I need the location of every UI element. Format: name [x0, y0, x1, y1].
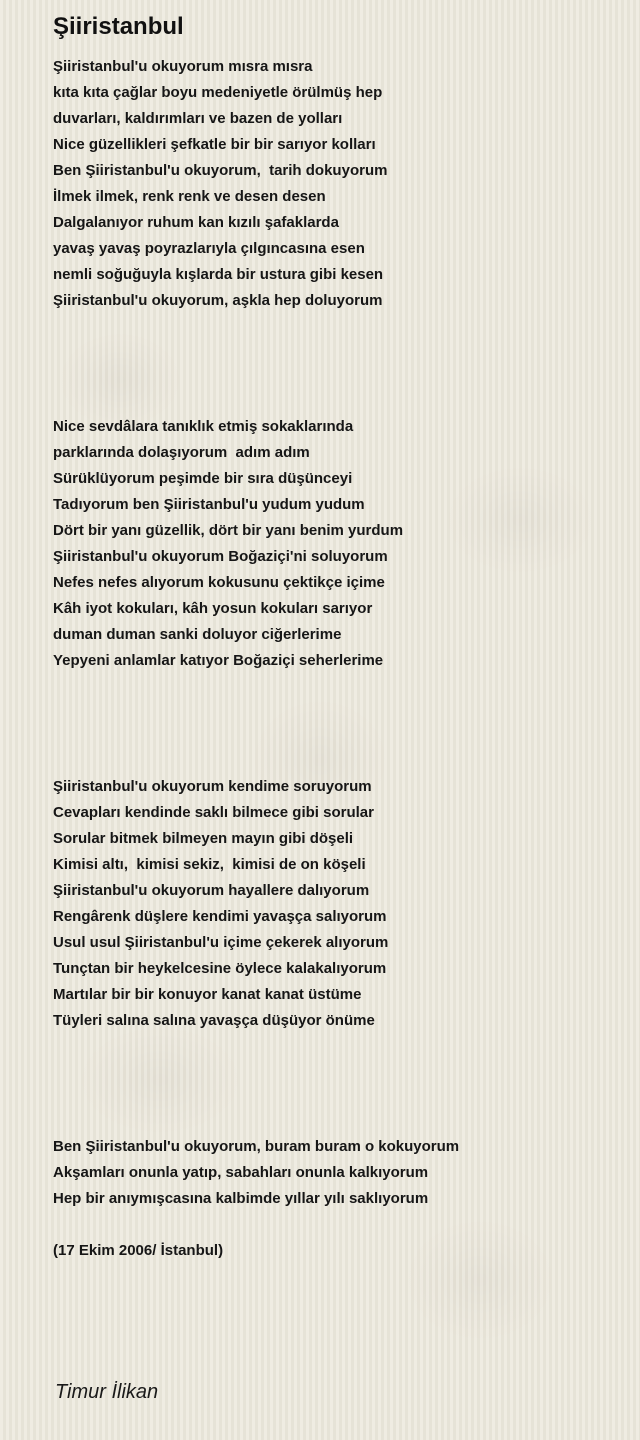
poem-line: Sürüklüyorum peşimde bir sıra düşünceyi — [53, 470, 353, 487]
poem-line: yavaş yavaş poyrazlarıyla çılgıncasına esen — [53, 240, 365, 257]
poem-line: nemli soğuğuyla kışlarda bir ustura gibi kesen — [53, 266, 384, 283]
poem-line: Akşamları onunla yatıp, sabahları onunla kalkıyorum — [53, 1164, 429, 1181]
poem-line: Rengârenk düşlere kendimi yavaşça salıyorum — [53, 908, 387, 925]
stanza-3 — [53, 774, 388, 1034]
poem-line: parklarında dolaşıyorum adım adım — [53, 444, 310, 461]
poem-line: İlmek ilmek, renk renk ve desen desen — [53, 188, 326, 205]
poem-title: Şiiristanbul — [53, 13, 184, 40]
poem-date-block — [53, 1238, 223, 1264]
poem-line: Dört bir yanı güzellik, dört bir yanı benim yurdum — [53, 522, 404, 539]
poem-date-line: (17 Ekim 2006/ İstanbul) — [53, 1242, 224, 1259]
poem-line: Şiiristanbul'u okuyorum Boğaziçi'ni soluyorum — [53, 548, 388, 565]
poem-line: Sorular bitmek bilmeyen mayın gibi döşeli — [53, 830, 354, 847]
poem-line: Nefes nefes alıyorum kokusunu çektikçe içime — [53, 574, 385, 591]
poem-line: Martılar bir bir konuyor kanat kanat üstüme — [53, 986, 362, 1003]
poem-line: Tunçtan bir heykelcesine öylece kalakalıyorum — [53, 960, 387, 977]
poem-line: Tüyleri salına salına yavaşça düşüyor önüme — [53, 1012, 375, 1029]
poem-line: Şiiristanbul'u okuyorum, aşkla hep doluyorum — [53, 292, 383, 309]
poem-line: Şiiristanbul'u okuyorum mısra mısra — [53, 58, 313, 75]
stanza-4 — [53, 1134, 459, 1212]
poem-line: duman duman sanki doluyor ciğerlerime — [53, 626, 342, 643]
poem-line: Tadıyorum ben Şiiristanbul'u yudum yudum — [53, 496, 365, 513]
poem-line: Dalgalanıyor ruhum kan kızılı şafaklarda — [53, 214, 339, 231]
poem-author: Timur İlikan — [55, 1381, 159, 1403]
poem-line: Nice sevdâlara tanıklık etmiş sokaklarında — [53, 418, 354, 435]
poem-line: Şiiristanbul'u okuyorum hayallere dalıyorum — [53, 882, 370, 899]
poem-line: Yepyeni anlamlar katıyor Boğaziçi seherlerime — [53, 652, 384, 669]
poem-line: Nice güzellikleri şefkatle bir bir sarıyor kolları — [53, 136, 376, 153]
stanza-1 — [53, 54, 387, 314]
poem-line: Usul usul Şiiristanbul'u içime çekerek alıyorum — [53, 934, 389, 951]
poem-line: kıta kıta çağlar boyu medeniyetle örülmüş hep — [53, 84, 383, 101]
poem-line: Kimisi altı, kimisi sekiz, kimisi de on köşeli — [53, 856, 366, 873]
poem-line: Cevapları kendinde saklı bilmece gibi sorular — [53, 804, 374, 821]
poem-line: duvarları, kaldırımları ve bazen de yolları — [53, 110, 343, 127]
poem-line: Kâh iyot kokuları, kâh yosun kokuları sarıyor — [53, 600, 373, 617]
poem-line: Ben Şiiristanbul'u okuyorum, buram buram o kokuyorum — [53, 1138, 460, 1155]
poem-line: Ben Şiiristanbul'u okuyorum, tarih dokuyorum — [53, 162, 388, 179]
stanza-2 — [53, 414, 403, 674]
poem-line: Şiiristanbul'u okuyorum kendime soruyorum — [53, 778, 372, 795]
poem-line: Hep bir anıymışcasına kalbimde yıllar yılı saklıyorum — [53, 1190, 429, 1207]
